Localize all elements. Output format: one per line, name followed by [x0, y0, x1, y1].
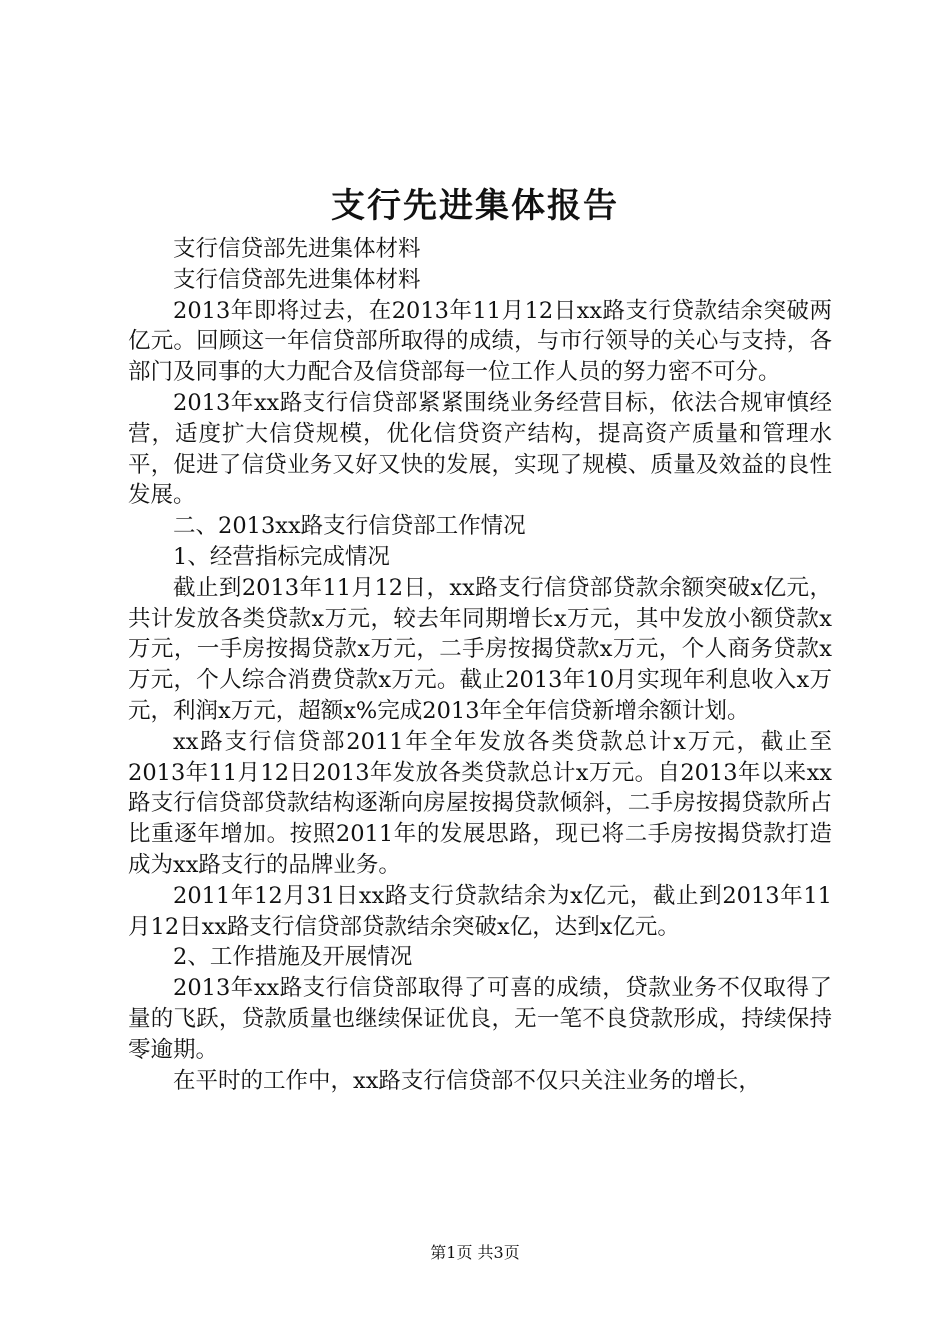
paragraph: xx路支行信贷部2011年全年发放各类贷款总计x万元，截止至2013年11月12日2013年发放各类贷款总计x万元。自2013年以来xx路支行信贷部贷款结构逐渐向房屋按揭贷款倾斜，二手房按揭贷款所占比重逐年增加。按照2011年的发展思路，现已将二手房按揭贷款打造成为xx路支行的品牌业务。	[128, 728, 832, 878]
paragraph: 在平时的工作中，xx路支行信贷部不仅只关注业务的增长，	[173, 1067, 761, 1094]
subsection-heading: 1、经营指标完成情况	[173, 543, 390, 570]
paragraph: 2011年12月31日xx路支行贷款结余为x亿元，截止到2013年11月12日xx路支行信贷部贷款结余突破x亿，达到x亿元。	[128, 882, 832, 940]
paragraph: 2013年xx路支行信贷部紧紧围绕业务经营目标，依法合规审慎经营，适度扩大信贷规模，优化信贷资产结构，提高资产质量和管理水平，促进了信贷业务又好又快的发展，实现了规模、质量及效益的良性发展。	[128, 389, 832, 509]
section-heading: 二、2013xx路支行信贷部工作情况	[173, 513, 526, 540]
document-body	[128, 234, 832, 1096]
paragraph: 支行信贷部先进集体材料	[173, 266, 421, 293]
paragraph: 支行信贷部先进集体材料	[173, 236, 421, 262]
paragraph: 截止到2013年11月12日，xx路支行信贷部贷款余额突破x亿元，共计发放各类贷款x万元，较去年同期增长x万元，其中发放小额贷款x万元，一手房按揭贷款x万元，二手房按揭贷款x万元，个人商务贷款x万元，个人综合消费贷款x万元。截止2013年10月实现年利息收入x万元，利润x万元，超额x%完成2013年全年信贷新增余额计划。	[128, 574, 832, 724]
document-title: 支行先进集体报告	[331, 186, 619, 226]
page-number-footer: 第1页 共3页	[430, 1243, 520, 1262]
subsection-heading: 2、工作措施及开展情况	[173, 944, 413, 971]
paragraph: 2013年即将过去，在2013年11月12日xx路支行贷款结余突破两亿元。回顾这一年信贷部所取得的成绩，与市行领导的关心与支持，各部门及同事的大力配合及信贷部每一位工作人员的努力密不可分。	[128, 297, 832, 386]
paragraph: 2013年xx路支行信贷部取得了可喜的成绩，贷款业务不仅取得了量的飞跃，贷款质量也继续保证优良，无一笔不良贷款形成，持续保持零逾期。	[128, 975, 832, 1063]
